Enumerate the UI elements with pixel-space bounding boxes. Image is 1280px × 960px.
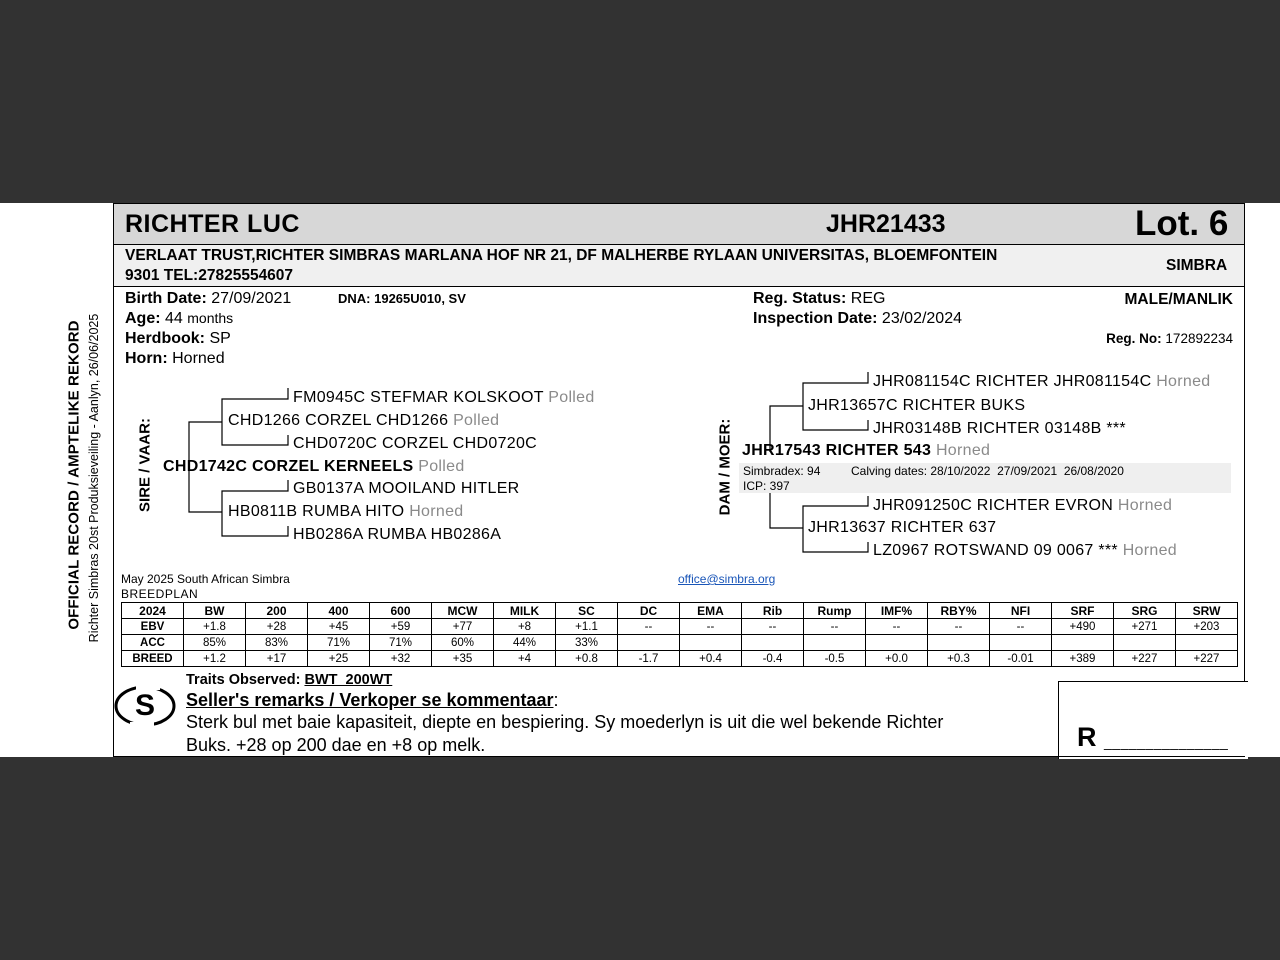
ebv-cell: +35: [432, 651, 494, 667]
ebv-table: [121, 602, 1238, 667]
ebv-cell: --: [990, 619, 1052, 635]
remarks-heading: [186, 690, 559, 711]
ebv-cell: +0.0: [866, 651, 928, 667]
sire-sire: [293, 389, 595, 407]
ebv-cell: --: [742, 619, 804, 635]
ebv-cell: +1.8: [184, 619, 246, 635]
ebv-cell: +0.4: [680, 651, 742, 667]
ebv-header-cell: SC: [556, 603, 618, 619]
ebv-header-cell: MILK: [494, 603, 556, 619]
ebv-cell: --: [866, 619, 928, 635]
ebv-header-cell: BW: [184, 603, 246, 619]
dam-sire-sire-name: JHR081154C RICHTER JHR081154C: [873, 373, 1152, 390]
ebv-cell: 71%: [308, 635, 370, 651]
ebv-cell: 83%: [246, 635, 308, 651]
age-unit: months: [187, 310, 234, 326]
ebv-cell: [618, 635, 680, 651]
dam-sire: JHR13657C RICHTER BUKS: [808, 397, 1026, 414]
dam-simbradex: Simbradex: 94: [743, 464, 821, 478]
sire-label: SIRE / VAAR:: [136, 418, 154, 512]
ebv-cell: +77: [432, 619, 494, 635]
ebv-header-cell: Rib: [742, 603, 804, 619]
ebv-header-cell: RBY%: [928, 603, 990, 619]
ebv-cell: [1052, 635, 1114, 651]
sire-dam-dam: HB0286A RUMBA HB0286A: [293, 526, 502, 543]
sire-sire-name: FM0945C STEFMAR KOLSKOOT: [293, 389, 544, 406]
ebv-cell: +4: [494, 651, 556, 667]
ebv-cell: +203: [1176, 619, 1238, 635]
ebv-header-cell: 200: [246, 603, 308, 619]
ebv-cell: +490: [1052, 619, 1114, 635]
ebv-row-acc: [122, 635, 1238, 651]
birth-date-label: Birth Date:: [125, 290, 207, 307]
ebv-cell: 85%: [184, 635, 246, 651]
dam-sire-dam: JHR03148B RICHTER 03148B ***: [873, 420, 1126, 437]
sire-name: CHD1742C CORZEL KERNEELS: [163, 458, 414, 475]
ebv-cell: 71%: [370, 635, 432, 651]
ebv-cell: 33%: [556, 635, 618, 651]
dam-dam-dam-status: Horned: [1122, 542, 1177, 559]
ebv-header-cell: SRG: [1114, 603, 1176, 619]
sire-dam-sire: GB0137A MOOILAND HITLER: [293, 480, 520, 497]
sire-dam-name: HB0811B RUMBA HITO: [228, 503, 405, 520]
sire-dam-row: [228, 503, 463, 521]
dam-sire-sire: [873, 373, 1210, 391]
dam-dam-dam-name: LZ0967 ROTSWAND 09 0067 ***: [873, 542, 1118, 559]
breed-label: SIMBRA: [1166, 257, 1228, 274]
ebv-cell: +32: [370, 651, 432, 667]
ebv-cell: -0.01: [990, 651, 1052, 667]
dam-dam-sire: [873, 497, 1172, 515]
horn-label: Horn:: [125, 350, 168, 367]
sire-parent-status: Polled: [453, 412, 500, 429]
ebv-cell: --: [680, 619, 742, 635]
dam-icp: ICP: 397: [743, 479, 790, 493]
dam-name-row: [742, 442, 990, 460]
dam-sire-sire-status: Horned: [1156, 373, 1211, 390]
ebv-cell: +0.8: [556, 651, 618, 667]
herdbook-value: SP: [209, 330, 231, 347]
ebv-cell: [680, 635, 742, 651]
ebv-cell: [866, 635, 928, 651]
ebv-cell: --: [618, 619, 680, 635]
dam-dam-dam: [873, 542, 1177, 560]
owner-address-line1: VERLAAT TRUST,RICHTER SIMBRAS MARLANA HOF NR 21, DF MALHERBE RYLAAN UNIVERSITAS, BLOEMFONTEIN: [125, 247, 998, 264]
sire-sire-parent: [228, 412, 499, 430]
ebv-cell: --: [928, 619, 990, 635]
ebv-header-cell: 2024: [122, 603, 184, 619]
traits-observed: [186, 672, 392, 688]
remarks-title: Seller's remarks / Verkoper se kommentaar: [186, 690, 554, 710]
ebv-header-cell: EMA: [680, 603, 742, 619]
ebv-cell: +1.1: [556, 619, 618, 635]
ebv-cell: [1114, 635, 1176, 651]
ebv-cell: +59: [370, 619, 432, 635]
ebv-header-cell: 400: [308, 603, 370, 619]
ebv-header-cell: SRW: [1176, 603, 1238, 619]
ebv-cell: +1.2: [184, 651, 246, 667]
ebv-cell: [1176, 635, 1238, 651]
remarks-line1: Sterk bul met baie kapasiteit, diepte en bespiering. Sy moederlyn is uit die wel bekende Richter: [186, 712, 944, 732]
ebv-cell: +25: [308, 651, 370, 667]
breedplan-label: BREEDPLAN: [121, 587, 199, 601]
reg-no-value: 172892234: [1165, 331, 1233, 346]
animal-name: RICHTER LUC: [125, 210, 300, 238]
sire-sire-status: Polled: [548, 389, 595, 406]
ebv-cell: +28: [246, 619, 308, 635]
dam-dam: JHR13637 RICHTER 637: [808, 519, 997, 536]
ebv-cell: +17: [246, 651, 308, 667]
sire-name-row: [163, 458, 465, 476]
remarks-line2: Buks. +28 op 200 dae en +8 op melk.: [186, 735, 486, 755]
ebv-cell: +8: [494, 619, 556, 635]
ebv-cell: -0.4: [742, 651, 804, 667]
ebv-cell: 44%: [494, 635, 556, 651]
ebv-cell: -0.5: [804, 651, 866, 667]
sire-dam-status: Horned: [409, 503, 464, 520]
animal-id: JHR21433: [826, 210, 946, 238]
ebv-cell: [742, 635, 804, 651]
dam-label: DAM / MOER:: [716, 418, 734, 516]
traits-value: BWT 200WT: [304, 672, 393, 688]
ebv-source: May 2025 South African Simbra: [121, 572, 290, 586]
age-label: Age:: [125, 310, 161, 327]
dam-dam-sire-status: Horned: [1117, 497, 1173, 514]
herdbook-label: Herdbook:: [125, 330, 205, 347]
inspection-date-value: 23/02/2024: [881, 310, 962, 327]
ebv-cell: ACC: [122, 635, 184, 651]
ebv-cell: [990, 635, 1052, 651]
official-record-label: OFFICIAL RECORD / AMPTELIKE REKORD: [65, 320, 83, 630]
age-value: 44: [165, 310, 183, 327]
dam-status: Horned: [935, 442, 991, 459]
sex-label: MALE/MANLIK: [1124, 291, 1233, 308]
reg-status-value: REG: [850, 290, 886, 307]
dam-calving-dates: Calving dates: 28/10/2022 27/09/2021 26/08/2020: [851, 464, 1124, 478]
dna-info: DNA: 19265U010, SV: [338, 291, 466, 306]
price-currency: R: [1077, 722, 1097, 752]
price-blank[interactable]: _______________: [1104, 734, 1229, 750]
ebv-cell: -1.7: [618, 651, 680, 667]
ebv-cell: BREED: [122, 651, 184, 667]
birth-date-value: 27/09/2021: [211, 290, 292, 307]
sale-name-label: Richter Simbras 20st Produksieveiling - Aanlyn, 26/06/2025: [87, 313, 101, 643]
ebv-row-breed: [122, 651, 1238, 667]
svg-text:S: S: [134, 689, 156, 722]
email-link[interactable]: office@simbra.org: [678, 572, 776, 586]
ebv-cell: +271: [1114, 619, 1176, 635]
ebv-cell: +0.3: [928, 651, 990, 667]
lot-number: Lot. 6: [1135, 204, 1229, 243]
ebv-header-cell: IMF%: [866, 603, 928, 619]
ebv-cell: +227: [1176, 651, 1238, 667]
ebv-header-cell: DC: [618, 603, 680, 619]
dam-dam-sire-name: JHR091250C RICHTER EVRON: [873, 497, 1114, 514]
ebv-cell: +389: [1052, 651, 1114, 667]
ebv-header-cell: Rump: [804, 603, 866, 619]
ebv-row-ebv: [122, 619, 1238, 635]
ebv-cell: 60%: [432, 635, 494, 651]
ebv-header-row: [122, 603, 1238, 619]
simbra-logo-icon: [114, 684, 176, 728]
traits-label: Traits Observed:: [186, 672, 301, 688]
card-bottom-border: [113, 756, 1245, 757]
ebv-cell: [804, 635, 866, 651]
reg-no-label: Reg. No:: [1106, 331, 1162, 346]
owner-address-line2: 9301 TEL:27825554607: [125, 267, 294, 284]
ebv-header-cell: SRF: [1052, 603, 1114, 619]
ebv-cell: +227: [1114, 651, 1176, 667]
sire-parent-name: CHD1266 CORZEL CHD1266: [228, 412, 449, 429]
ebv-cell: EBV: [122, 619, 184, 635]
ebv-header-cell: MCW: [432, 603, 494, 619]
ebv-cell: --: [804, 619, 866, 635]
inspection-date-label: Inspection Date:: [753, 310, 878, 327]
reg-status-label: Reg. Status:: [753, 290, 847, 307]
ebv-header-cell: 600: [370, 603, 432, 619]
sire-status: Polled: [418, 458, 465, 475]
remarks-colon: :: [553, 690, 559, 710]
ebv-cell: [928, 635, 990, 651]
ebv-header-cell: NFI: [990, 603, 1052, 619]
ebv-cell: +45: [308, 619, 370, 635]
dam-name: JHR17543 RICHTER 543: [742, 442, 932, 459]
horn-value: Horned: [172, 350, 225, 367]
sire-dam-of-sire: CHD0720C CORZEL CHD0720C: [293, 435, 538, 452]
